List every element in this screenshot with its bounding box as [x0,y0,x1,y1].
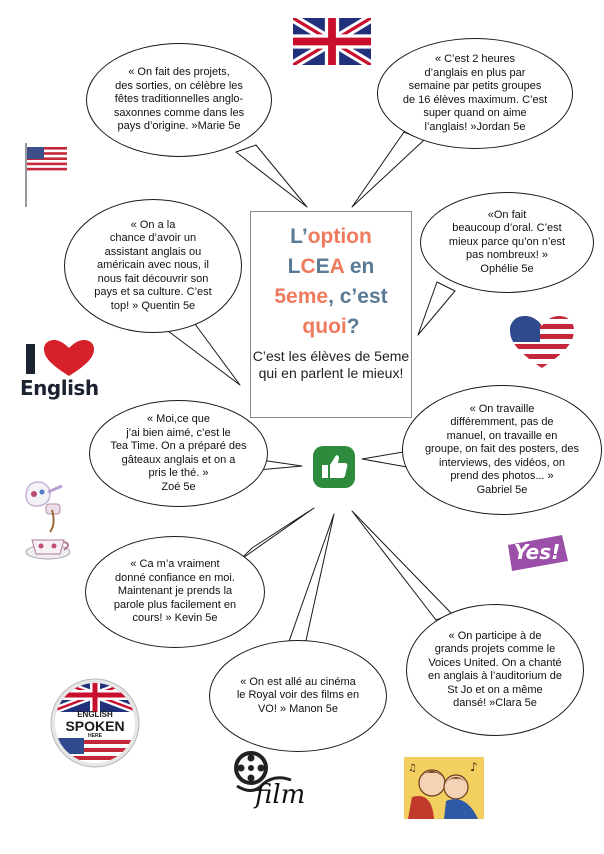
quote-line: top! » Quentin 5e [110,299,196,312]
svg-text:♪: ♪ [470,760,478,774]
quote-line: super quand on aime [423,107,527,119]
i-love-english-icon: English [20,338,94,404]
quote-bubble-jordan [377,38,573,149]
quote-line: dansé! »Clara 5e [453,697,537,709]
quote-line: Tea Time. On a préparé des [110,440,247,452]
quote-bubble-kevin [85,536,265,648]
quote-text [94,219,211,314]
quote-line: l’anglais! »Jordan 5e [424,120,526,133]
quote-line: « On travaille [469,402,535,415]
quote-bubble-clara [406,604,584,736]
quote-line: « On participe à de [448,629,542,642]
quote-line: semaine par petits groupes [408,80,542,92]
quote-text [110,413,246,494]
tail-manon [287,514,334,647]
quote-line: pris le thé. » [148,467,209,479]
quote-bubble-manon [209,640,387,752]
title-box [250,211,412,418]
us-flag-icon [24,143,68,207]
quote-line: VO! » Manon 5e [257,702,339,715]
quote-line: « C’est 2 heures [434,53,516,65]
quote-text [114,558,236,626]
quote-line: Zoé 5e [161,480,196,493]
film-reel-icon: film [233,750,301,826]
thumbs-up-icon [313,446,355,488]
quote-bubble-gabriel [402,385,602,515]
quote-line: « On a la [130,218,176,231]
quote-line: Gabriel 5e [476,483,528,496]
quote-line: chance d’avoir un [109,232,197,245]
tail-jordan [352,132,424,207]
tail-ophelie [418,282,455,335]
quote-line: « Moi,ce que [147,413,210,425]
yes-sticker-icon: Yes! [504,533,570,573]
quote-text [449,209,565,277]
quote-line: Ophélie 5e [480,262,534,275]
quote-line: le Royal voir des films en [236,689,360,702]
quote-text [403,53,547,134]
us-heart-flag-icon [508,314,576,370]
quote-line: manuel, on travaille en [446,429,558,442]
quote-line: assistant anglais ou [104,245,202,258]
quote-bubble-marie [86,43,272,157]
quote-bubble-ophelie [420,192,594,293]
quote-line: « On est allé au cinéma [240,675,356,688]
quote-line: des sorties, on célèbre les [115,79,243,92]
quote-text [428,630,562,711]
english-spoken-here-badge: ENGLISH SPOKEN HERE [50,678,140,768]
tea-set-icon [22,480,80,576]
quote-line: prend des photos... » [450,470,554,483]
quote-line: de 16 élèves maximum. C’est [402,93,548,106]
quote-line: parole plus facilement en [113,598,237,611]
quote-line: donné confiance en moi. [115,571,235,584]
quote-line: nous fait découvrir son [97,272,209,285]
quote-line: mieux parce qu’on n’est [448,235,566,248]
quote-line: groupe, on fait des posters, des [424,443,580,456]
quote-line: beaucoup d’oral. C’est [452,222,562,235]
quote-line: saxonnes comme dans les [113,106,245,119]
quote-line: j’ai bien aimé, c’est le [126,426,231,439]
quote-line: «On fait [487,208,527,221]
quote-line: « On fait des projets, [128,66,230,79]
tail-kevin [240,508,314,560]
tail-clara [352,511,452,620]
uk-flag-icon [293,18,371,65]
quote-line: pays d’origine. »Marie 5e [117,120,241,133]
quote-line: en anglais à l’auditorium de [428,670,562,682]
quote-text [425,403,579,498]
quote-line: St Jo et on a même [447,683,543,696]
quote-line: « Ca m’a vraiment [130,558,220,571]
quote-line: Maintenant je prends la [117,585,233,598]
quote-line: grands projets comme le [434,643,556,655]
quote-bubble-quentin [64,199,242,333]
quote-line: fêtes traditionnelles anglo- [114,93,244,106]
quote-line: pas nombreux! » [466,249,548,262]
quote-text [237,676,359,717]
quote-line: américain avec nous, il [97,259,209,272]
quote-text [114,66,244,134]
quote-line: gâteaux anglais et on a [121,453,236,466]
svg-text:♫: ♫ [408,763,417,774]
quote-line: Voices United. On a chanté [428,656,562,669]
quote-line: interviews, des vidéos, on [439,456,565,469]
kids-music-icon [404,757,484,819]
page-title: L’option LCEA en 5eme, c’est quoi? [274,225,388,338]
page-subtitle: C’est les élèves de 5eme qui en parlent le mieux! [252,348,410,381]
quote-line: différemment, pas de [450,416,554,429]
quote-bubble-zoe [89,400,268,507]
quote-line: cours! » Kevin 5e [132,612,218,625]
quote-line: d’anglais en plus par [424,66,526,79]
quote-line: pays et sa culture. C’est [94,286,212,299]
tail-marie [236,145,307,207]
